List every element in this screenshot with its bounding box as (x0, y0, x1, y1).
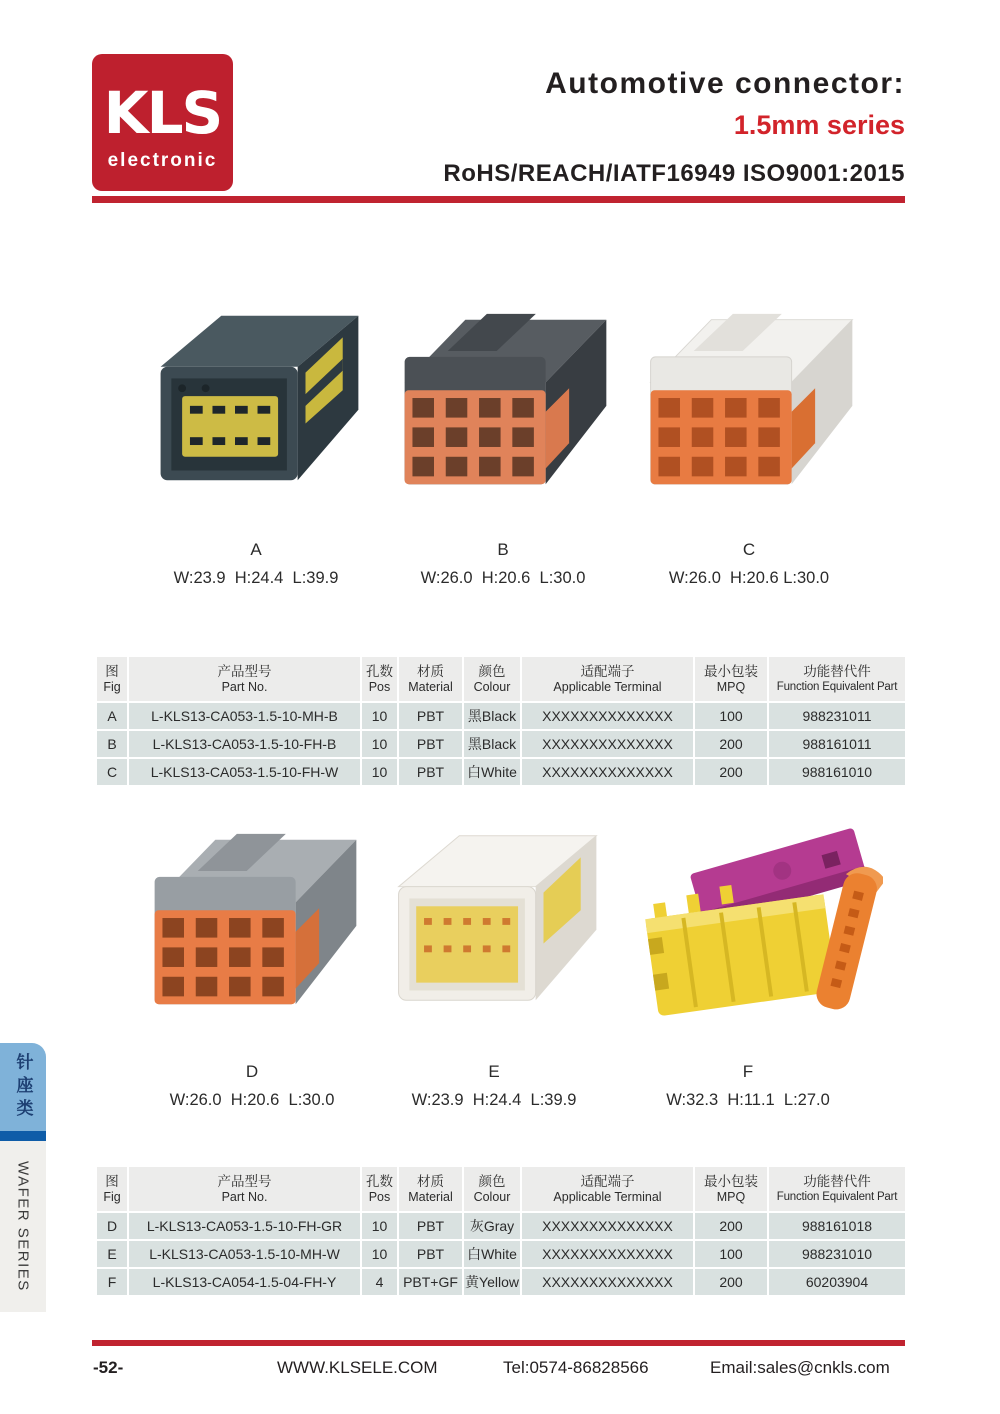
figure-b-caption (383, 540, 623, 588)
figure-d-photo (137, 813, 372, 1025)
cell-colour: 白White (463, 758, 521, 786)
cell-colour: 灰Gray (463, 1212, 521, 1240)
kls-logo (92, 54, 233, 191)
table2-header-row (96, 1166, 906, 1212)
cell-part-no: L-KLS13-CA053-1.5-10-MH-B (128, 702, 361, 730)
figure-e-label: E (488, 1062, 500, 1081)
table-row (96, 702, 906, 730)
cell-terminal: XXXXXXXXXXXXXX (521, 730, 694, 758)
figure-f-photo (633, 813, 883, 1025)
cell-pos: 10 (361, 702, 398, 730)
cell-material: PBT (398, 758, 463, 786)
col-header-func-equiv: 功能替代件 Function Equivalent Part (768, 1166, 906, 1212)
connector-e-drawing (379, 813, 614, 1025)
cell-colour: 黑Black (463, 702, 521, 730)
col-header-fig: 图 Fig (96, 656, 128, 702)
figure-f-dimensions: W:32.3 H:11.1 L:27.0 (666, 1091, 830, 1109)
figure-d-dimensions: W:26.0 H:20.6 L:30.0 (169, 1091, 335, 1109)
cell-func-equiv: 988161011 (768, 730, 906, 758)
spec-table-1 (95, 655, 907, 787)
cell-colour: 黑Black (463, 730, 521, 758)
cell-part-no: L-KLS13-CA053-1.5-10-FH-B (128, 730, 361, 758)
figure-f-label: F (742, 1062, 754, 1081)
figure-c-label: C (742, 540, 756, 559)
col-header-pos: 孔数 Pos (361, 1166, 398, 1212)
figure-c-caption (629, 540, 869, 588)
figure-b-dimensions: W:26.0 H:20.6 L:30.0 (420, 569, 586, 587)
sidebar-divider-strip (0, 1131, 46, 1141)
cell-fig: E (96, 1240, 128, 1268)
cell-func-equiv: 988231011 (768, 702, 906, 730)
compliance-line: RoHS/REACH/IATF16949 ISO9001:2015 (443, 160, 905, 187)
figure-b-photo (387, 293, 622, 505)
sidebar-series-panel (0, 1141, 46, 1312)
table-row (96, 730, 906, 758)
cell-part-no: L-KLS13-CA053-1.5-10-MH-W (128, 1240, 361, 1268)
cell-part-no: L-KLS13-CA053-1.5-10-FH-W (128, 758, 361, 786)
cell-colour: 黄Yellow (463, 1268, 521, 1296)
cell-pos: 4 (361, 1268, 398, 1296)
cell-fig: F (96, 1268, 128, 1296)
col-header-mpq: 最小包装 MPQ (694, 1166, 768, 1212)
figure-a-label: A (250, 540, 262, 559)
kls-logo-subtext: electronic (107, 150, 218, 171)
cell-material: PBT (398, 730, 463, 758)
figure-c-photo (633, 293, 868, 505)
table-row (96, 758, 906, 786)
col-header-part-no: 产品型号 Part No. (128, 1166, 361, 1212)
figure-e-caption (374, 1062, 614, 1110)
table-row (96, 1212, 906, 1240)
figure-f-caption (628, 1062, 868, 1110)
figure-a-photo (141, 293, 376, 505)
cell-terminal: XXXXXXXXXXXXXX (521, 702, 694, 730)
table1-header-row (96, 656, 906, 702)
cell-terminal: XXXXXXXXXXXXXX (521, 758, 694, 786)
cell-terminal: XXXXXXXXXXXXXX (521, 1268, 694, 1296)
footer-email: Email:sales@cnkls.com (710, 1358, 890, 1377)
connector-f-drawing (633, 813, 883, 1025)
col-header-material: 材质 Material (398, 1166, 463, 1212)
cell-func-equiv: 60203904 (768, 1268, 906, 1296)
figure-e-dimensions: W:23.9 H:24.4 L:39.9 (411, 1091, 577, 1109)
sidebar-tab-pin-header-category (0, 1043, 46, 1131)
cell-part-no: L-KLS13-CA053-1.5-10-FH-GR (128, 1212, 361, 1240)
cell-fig: B (96, 730, 128, 758)
col-header-terminal: 适配端子 Applicable Terminal (521, 656, 694, 702)
figure-d-label: D (245, 1062, 259, 1081)
col-header-fig: 图 Fig (96, 1166, 128, 1212)
col-header-mpq: 最小包装 MPQ (694, 656, 768, 702)
cell-mpq: 200 (694, 730, 768, 758)
cell-material: PBT+GF (398, 1268, 463, 1296)
cell-func-equiv: 988231010 (768, 1240, 906, 1268)
footer-website: WWW.KLSELE.COM (277, 1358, 438, 1377)
sidebar-tab-label: 针座类 (13, 1052, 33, 1122)
col-header-part-no: 产品型号 Part No. (128, 656, 361, 702)
sidebar-series-label: WAFER SERIES (14, 1161, 32, 1292)
cell-fig: D (96, 1212, 128, 1240)
col-header-func-equiv: 功能替代件 Function Equivalent Part (768, 656, 906, 702)
connector-c-drawing (633, 293, 868, 505)
cell-part-no: L-KLS13-CA054-1.5-04-FH-Y (128, 1268, 361, 1296)
cell-terminal: XXXXXXXXXXXXXX (521, 1240, 694, 1268)
col-header-material: 材质 Material (398, 656, 463, 702)
col-header-terminal: 适配端子 Applicable Terminal (521, 1166, 694, 1212)
cell-terminal: XXXXXXXXXXXXXX (521, 1212, 694, 1240)
series-subtitle: 1.5mm series (733, 110, 905, 140)
figure-d-caption (132, 1062, 372, 1110)
cell-colour: 白White (463, 1240, 521, 1268)
connector-a-drawing (141, 293, 376, 505)
page-number: -52- (93, 1358, 124, 1377)
footer-telephone: Tel:0574-86828566 (503, 1358, 649, 1377)
cell-material: PBT (398, 1212, 463, 1240)
connector-b-drawing (387, 293, 622, 505)
kls-logo-text: KLS (103, 79, 222, 147)
footer-rule (92, 1340, 905, 1346)
cell-mpq: 200 (694, 1212, 768, 1240)
col-header-colour: 颜色 Colour (463, 1166, 521, 1212)
cell-mpq: 100 (694, 702, 768, 730)
figure-a-caption (136, 540, 376, 588)
cell-material: PBT (398, 1240, 463, 1268)
cell-fig: C (96, 758, 128, 786)
table-row (96, 1240, 906, 1268)
figure-a-dimensions: W:23.9 H:24.4 L:39.9 (173, 569, 339, 587)
cell-mpq: 200 (694, 1268, 768, 1296)
cell-func-equiv: 988161018 (768, 1212, 906, 1240)
cell-pos: 10 (361, 1212, 398, 1240)
cell-pos: 10 (361, 730, 398, 758)
header-rule (92, 196, 905, 203)
figure-e-photo (379, 813, 614, 1025)
cell-mpq: 200 (694, 758, 768, 786)
col-header-pos: 孔数 Pos (361, 656, 398, 702)
cell-mpq: 100 (694, 1240, 768, 1268)
page-title: Automotive connector: (545, 67, 905, 100)
cell-func-equiv: 988161010 (768, 758, 906, 786)
figure-c-dimensions: W:26.0 H:20.6 L:30.0 (668, 569, 830, 587)
col-header-colour: 颜色 Colour (463, 656, 521, 702)
cell-pos: 10 (361, 1240, 398, 1268)
table-row (96, 1268, 906, 1296)
header-text-block (443, 68, 905, 186)
cell-fig: A (96, 702, 128, 730)
spec-table-2 (95, 1165, 907, 1297)
cell-pos: 10 (361, 758, 398, 786)
connector-d-drawing (137, 813, 372, 1025)
figure-b-label: B (497, 540, 509, 559)
cell-material: PBT (398, 702, 463, 730)
